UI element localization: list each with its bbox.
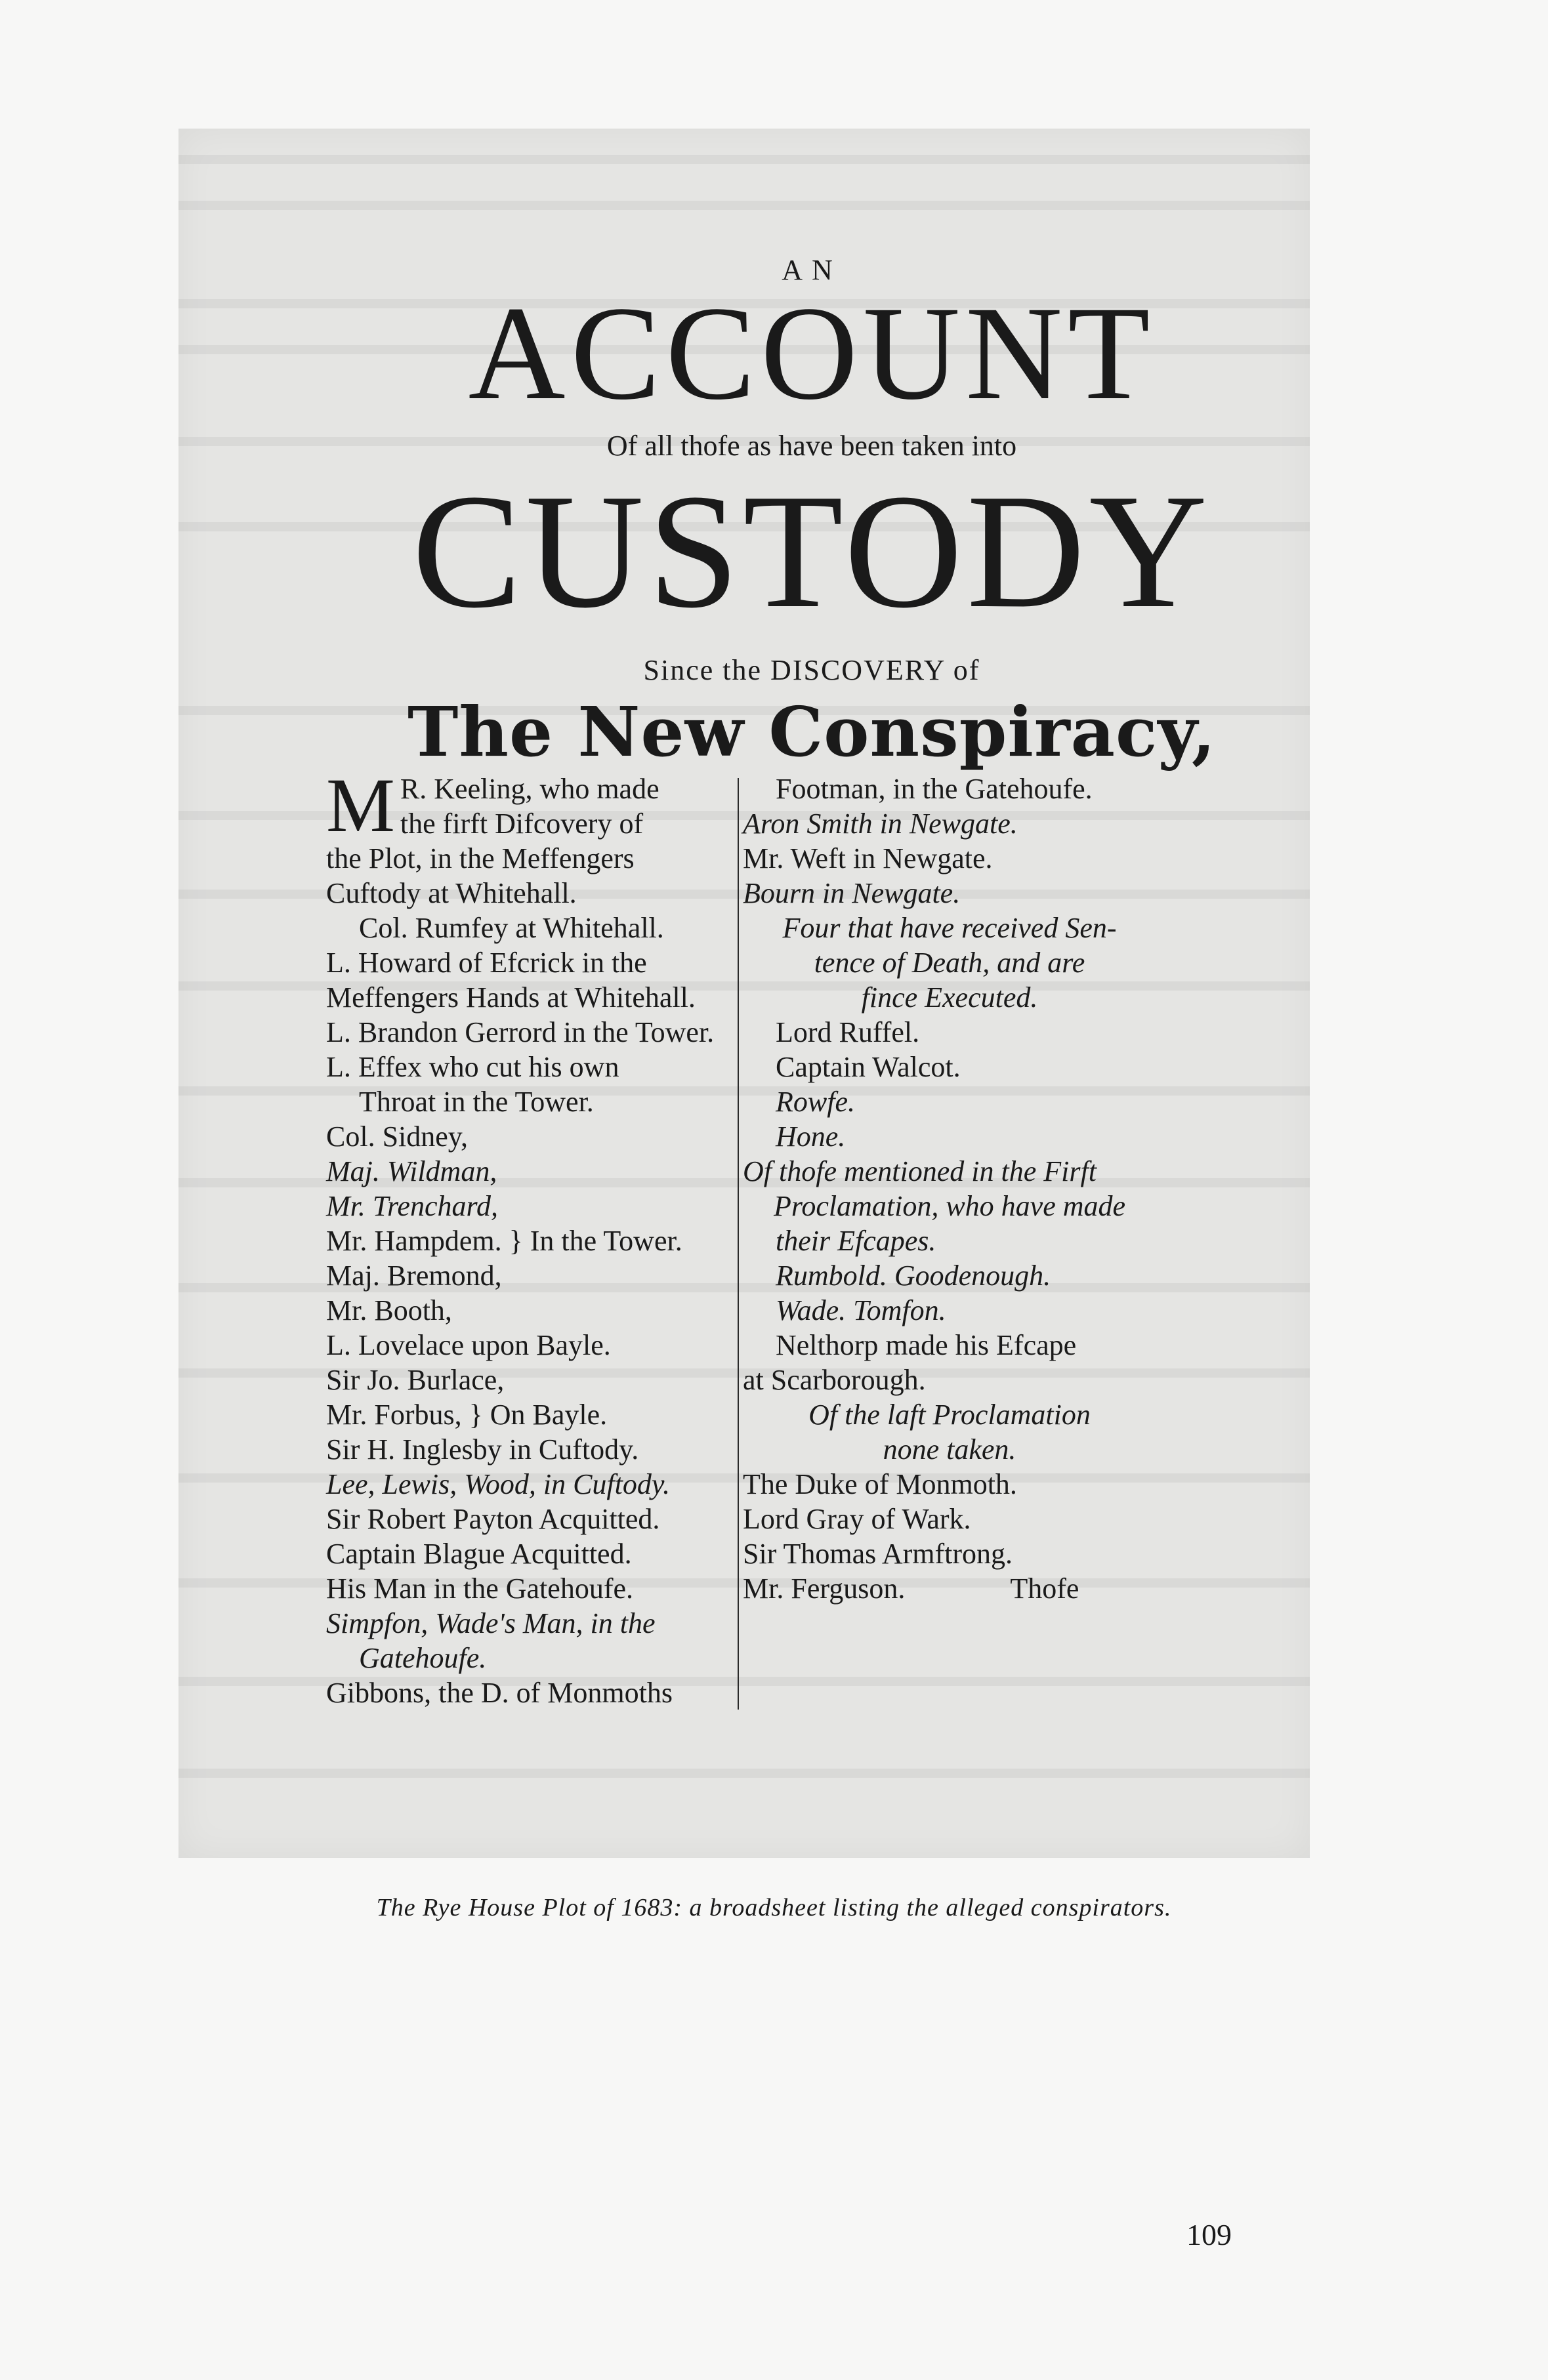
column-divider: [738, 778, 739, 1710]
list-line: Mr. Booth,: [326, 1294, 452, 1326]
list-line: Meffengers Hands at Whitehall.: [326, 981, 696, 1014]
list-line: Cuftody at Whitehall.: [326, 877, 577, 909]
list-line: Captain Walcot.: [776, 1051, 961, 1083]
catchword: Thofe: [1010, 1572, 1079, 1605]
list-line: Mr. Hampdem. } In the Tower.: [326, 1225, 682, 1257]
list-line: Lord Gray of Wark.: [743, 1503, 971, 1535]
list-line: [743, 1571, 1156, 1606]
list-line: Hone.: [776, 1120, 846, 1153]
list-line: Sir Robert Payton Acquitted.: [326, 1503, 660, 1535]
figure-caption: The Rye House Plot of 1683: a broadsheet listing the alleged conspirators.: [376, 1894, 1172, 1921]
list-line: the firft Difcovery of: [400, 808, 644, 840]
list-line: Of thofe mentioned in the Firft: [743, 1155, 1097, 1187]
list-line: Col. Sidney,: [326, 1120, 468, 1153]
page-number: 109: [1186, 2218, 1232, 2251]
heading-conspiracy: The New Conspiracy,: [407, 691, 1217, 772]
list-line: their Efcapes.: [776, 1225, 936, 1257]
list-line: Simpfon, Wade's Man, in the: [326, 1607, 656, 1639]
list-line: L. Effex who cut his own: [326, 1051, 619, 1083]
list-line: Sir Thomas Armftrong.: [743, 1538, 1013, 1570]
list-line: Captain Blague Acquitted.: [326, 1538, 632, 1570]
list-line: Aron Smith in Newgate.: [743, 808, 1018, 840]
list-line: Maj. Bremond,: [326, 1260, 502, 1292]
heading-of-all: Of all thofe as have been taken into: [606, 430, 1017, 462]
list-line: at Scarborough.: [743, 1364, 926, 1396]
list-line: Lee, Lewis, Wood, in Cuftody.: [326, 1468, 670, 1500]
list-line: Rumbold. Goodenough.: [776, 1260, 1051, 1292]
list-line: The Duke of Monmoth.: [743, 1468, 1017, 1500]
facsimile-plate: [178, 129, 1310, 1858]
list-line: His Man in the Gatehoufe.: [326, 1572, 633, 1605]
list-line-text: Mr. Ferguson.: [743, 1572, 906, 1605]
list-line: Mr. Trenchard,: [326, 1190, 498, 1222]
heading-since: Since the DISCOVERY of: [643, 654, 980, 686]
list-line: the Plot, in the Meffengers: [326, 842, 635, 874]
list-line: Maj. Wildman,: [326, 1155, 497, 1187]
list-line: Mr. Forbus, } On Bayle.: [326, 1399, 608, 1431]
list-line: L. Brandon Gerrord in the Tower.: [326, 1016, 715, 1048]
list-line: Bourn in Newgate.: [743, 877, 961, 909]
list-line: Gibbons, the D. of Monmoths: [326, 1677, 673, 1709]
drop-cap: M: [326, 762, 395, 848]
heading-an: AN: [782, 254, 842, 286]
heading-account: ACCOUNT: [468, 279, 1156, 428]
right-column: [743, 771, 1156, 1606]
list-line: Throat in the Tower.: [359, 1086, 594, 1118]
list-line: none taken.: [883, 1433, 1016, 1466]
list-line: Sir H. Inglesby in Cuftody.: [326, 1433, 639, 1466]
list-line: Footman, in the Gatehoufe.: [776, 773, 1093, 805]
list-line: tence of Death, and are: [814, 947, 1085, 979]
list-line: Rowfe.: [776, 1086, 855, 1118]
heading-custody: CUSTODY: [411, 461, 1212, 642]
list-line: L. Lovelace upon Bayle.: [326, 1329, 611, 1361]
list-line: Four that have received Sen-: [782, 912, 1117, 944]
list-line: Mr. Weft in Newgate.: [743, 842, 993, 874]
list-line: Sir Jo. Burlace,: [326, 1364, 505, 1396]
list-line: Nelthorp made his Efcape: [776, 1329, 1077, 1361]
list-line: fince Executed.: [861, 981, 1038, 1014]
list-line: Lord Ruffel.: [776, 1016, 920, 1048]
list-line: L. Howard of Efcrick in the: [326, 947, 647, 979]
broadsheet: [316, 188, 1307, 1815]
left-column: [326, 762, 733, 1710]
list-line: Of the laft Proclamation: [808, 1399, 1091, 1431]
list-line: Wade. Tomfon.: [776, 1294, 946, 1326]
list-line: Gatehoufe.: [359, 1642, 487, 1674]
list-line: R. Keeling, who made: [400, 773, 659, 805]
list-line: Col. Rumfey at Whitehall.: [359, 912, 664, 944]
list-line: Proclamation, who have made: [773, 1190, 1126, 1222]
